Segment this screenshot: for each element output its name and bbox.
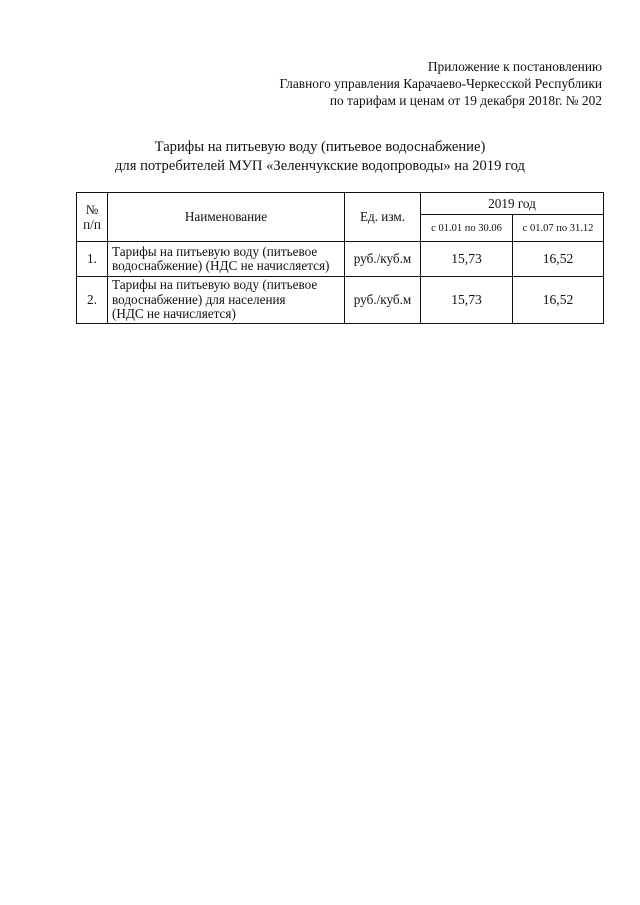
header-number	[77, 193, 108, 242]
row-value-period-2: 16,52	[513, 277, 604, 324]
header-period-2: с 01.07 по 31.12	[513, 215, 604, 242]
row-number: 2.	[77, 277, 108, 324]
document-title	[0, 138, 640, 176]
row-value-period-2: 16,52	[513, 242, 604, 277]
header-unit: Ед. изм.	[345, 193, 421, 242]
title-line-2: для потребителей МУП «Зеленчукские водопроводы» на 2019 год	[115, 158, 525, 174]
row-name-line: водоснабжение) для населения	[112, 291, 286, 307]
header-number-abbr: п/п	[83, 217, 101, 232]
appendix-line-2: Главного управления Карачаево-Черкесской Республики	[279, 76, 602, 91]
tariff-table	[76, 192, 604, 324]
header-year: 2019 год	[421, 193, 604, 215]
row-unit: руб./куб.м	[345, 242, 421, 277]
table-row	[77, 277, 604, 324]
row-name	[108, 242, 345, 277]
row-name-line: водоснабжение) (НДС не начисляется)	[112, 258, 330, 273]
row-name-line: (НДС не начисляется)	[112, 306, 236, 322]
row-name	[108, 277, 345, 324]
table-row	[77, 242, 604, 277]
appendix-line-1: Приложение к постановлению	[427, 59, 602, 74]
row-number: 1.	[77, 242, 108, 277]
appendix-block	[279, 58, 602, 109]
header-period-1: с 01.01 по 30.06	[421, 215, 513, 242]
row-name-line: Тарифы на питьевую воду (питьевое	[112, 277, 318, 293]
table-header-row	[77, 193, 604, 215]
row-value-period-1: 15,73	[421, 277, 513, 324]
row-name-line: Тарифы на питьевую воду (питьевое	[112, 243, 318, 259]
header-number-sign: №	[85, 202, 99, 217]
header-name: Наименование	[108, 193, 345, 242]
row-unit: руб./куб.м	[345, 277, 421, 324]
appendix-line-3: по тарифам и ценам от 19 декабря 2018г. № 202	[329, 93, 602, 108]
row-value-period-1: 15,73	[421, 242, 513, 277]
title-line-1: Тарифы на питьевую воду (питьевое водоснабжение)	[154, 139, 486, 155]
